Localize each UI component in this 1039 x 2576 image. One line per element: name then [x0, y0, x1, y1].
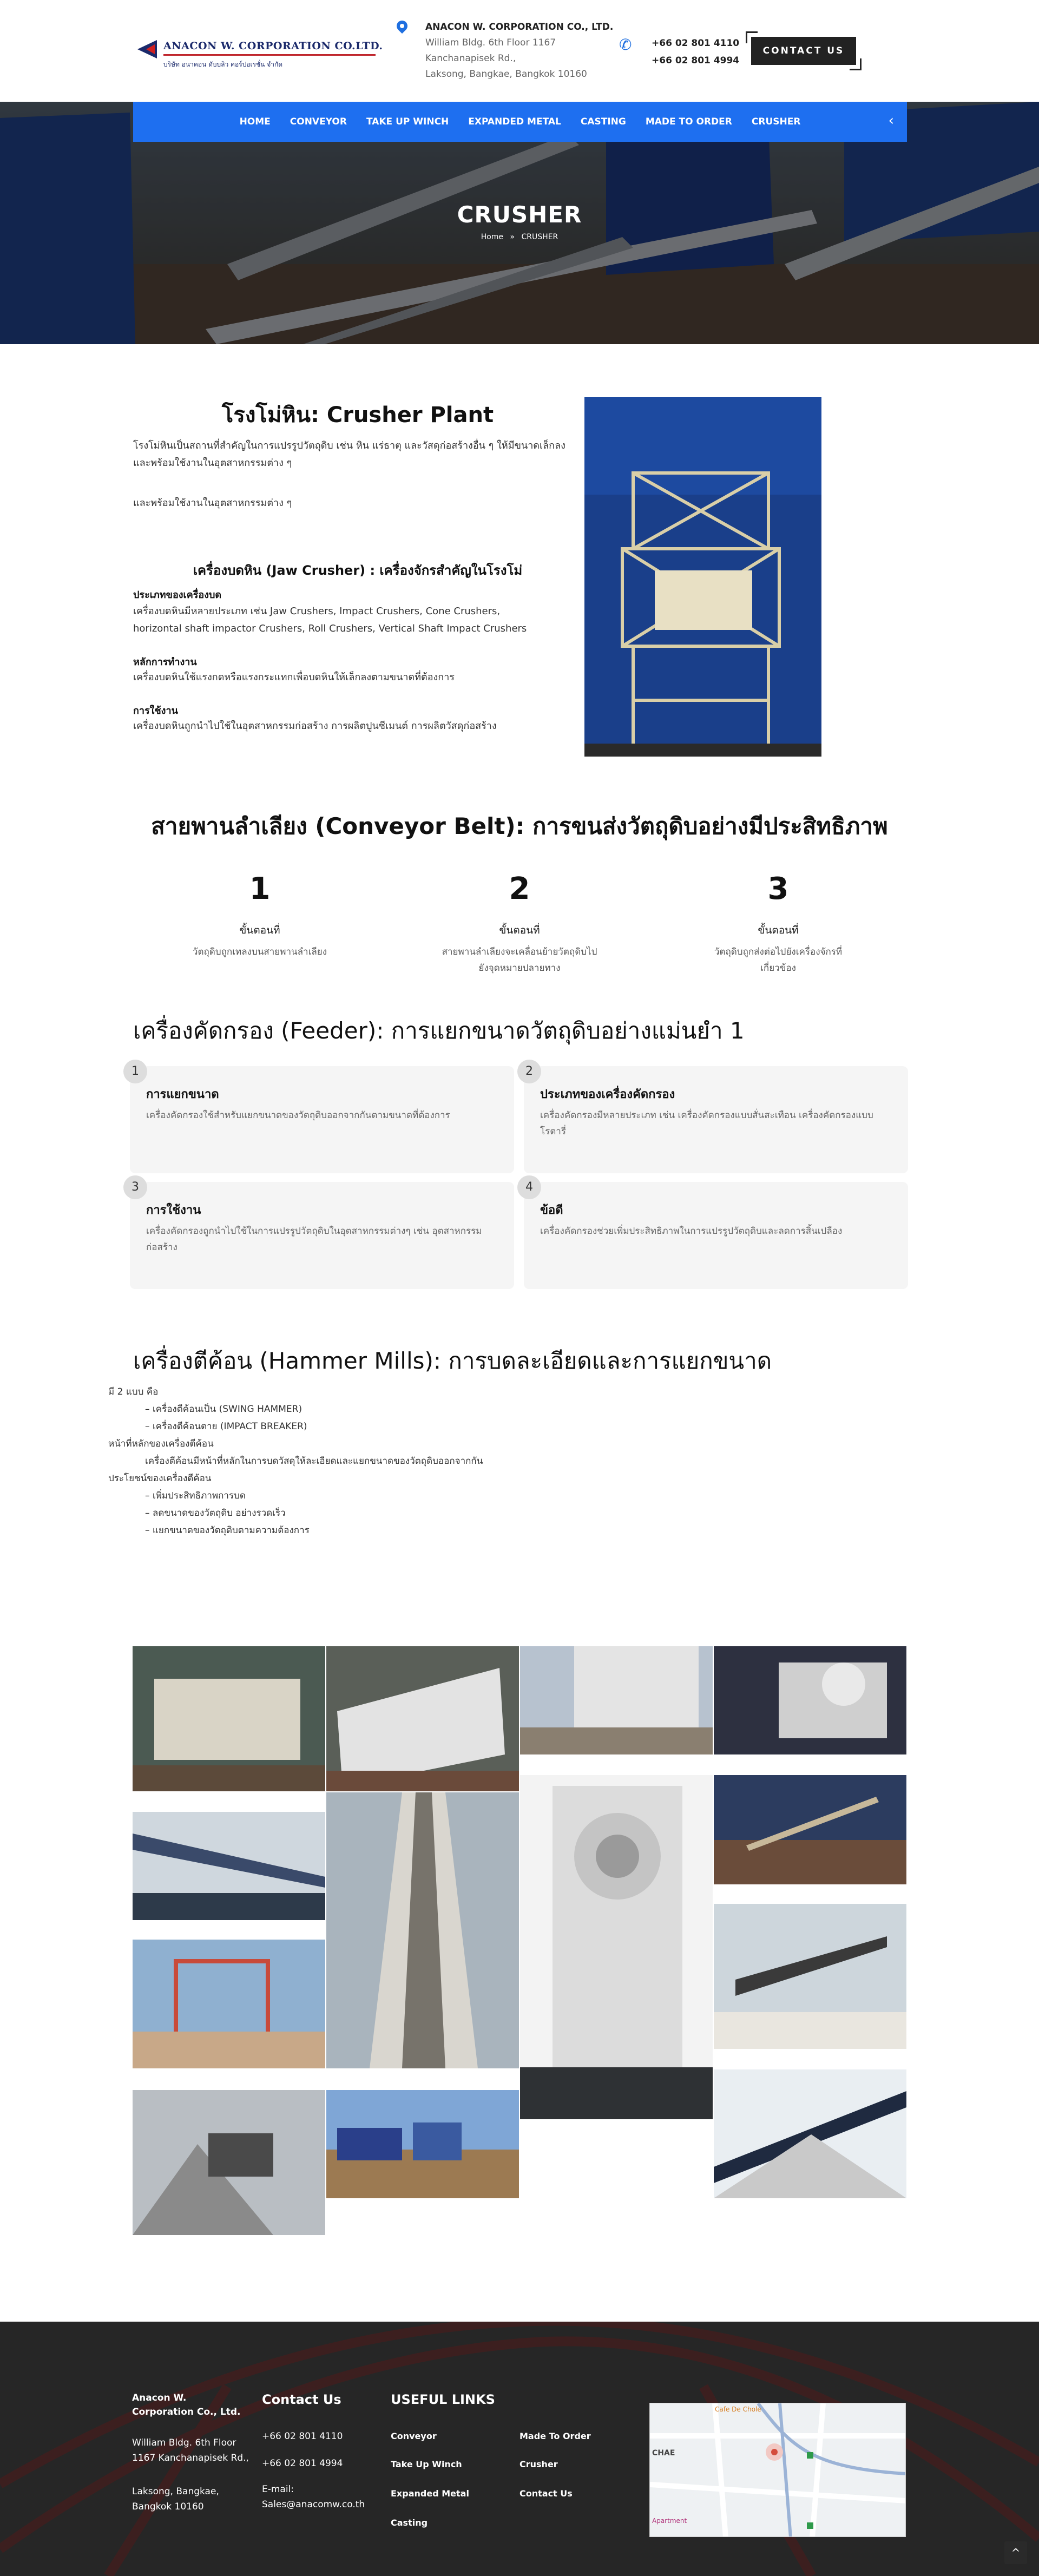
contact-us-button[interactable]: CONTACT US — [751, 37, 856, 65]
list-item: ประโยชน์ของเครื่องตีค้อน — [108, 1473, 212, 1484]
conveyor-heading: สายพานลำเลียง (Conveyor Belt): การขนส่งวัตถุดิบอย่างมีประสิทธิภาพ — [151, 813, 888, 839]
footer-link-take-up-winch[interactable]: Take Up Winch — [391, 2459, 462, 2469]
header-company-name: ANACON W. CORPORATION CO., LTD. — [425, 22, 614, 32]
map-graphic — [650, 2403, 906, 2537]
header-phones — [652, 35, 739, 69]
gallery-photo[interactable] — [133, 1940, 325, 2068]
feeder-card — [524, 1182, 908, 1289]
nav-take-up-winch[interactable]: TAKE UP WINCH — [366, 116, 449, 127]
hammer-mills-heading: เครื่องตีค้อน (Hammer Mills): การบดละเอียดและการแยกขนาด — [133, 1348, 772, 1374]
map-label: CHAE — [652, 2449, 675, 2457]
contact-us-frame — [746, 31, 862, 70]
footer-email[interactable]: Sales@anacomw.co.th — [262, 2499, 365, 2510]
footer-address-line1: William Bldg. 6th Floor 1167 Kanchanapisek Rd., — [132, 2437, 249, 2463]
card-title: ข้อดี — [540, 1204, 563, 1217]
principle-text: เครื่องบดหินใช้แรงกดหรือแรงกระแทกเพื่อบดหินให้เล็กลงตามขนาดที่ต้องการ — [133, 672, 455, 683]
card-desc: เครื่องคัดกรองมีหลายประเภท เช่น เครื่องคัดกรองแบบสั่นสะเทือน เครื่องคัดกรองแบบโรตารี่ — [540, 1110, 873, 1137]
card-desc: เครื่องคัดกรองช่วยเพิ่มประสิทธิภาพในการแปรรูปวัตถุดิบและลดการสิ้นเปลือง — [540, 1226, 843, 1237]
step-desc-2: สายพานลำเลียงจะเคลื่อนย้ายวัตถุดิบไปยังจุดหมายปลายทาง — [442, 947, 597, 974]
card-title: การใช้งาน — [146, 1204, 201, 1217]
nav-expanded-metal[interactable]: EXPANDED METAL — [468, 116, 561, 127]
gallery-photo[interactable] — [133, 1646, 325, 1791]
list-item: หน้าที่หลักของเครื่องตีค้อน — [108, 1438, 214, 1449]
list-item: – ลดขนาดของวัตถุดิบ อย่างรวดเร็ว — [145, 1508, 286, 1519]
step-label-1: ขั้นตอนที่ — [239, 924, 280, 936]
header-address-line3: Laksong, Bangkae, Bangkok 10160 — [425, 69, 587, 80]
location-map[interactable] — [649, 2403, 906, 2537]
step-desc-3: วัตถุดิบถูกส่งต่อไปยังเครื่องจักรที่เกี่ยวข้อง — [714, 947, 843, 974]
card-number: 2 — [517, 1060, 541, 1083]
footer-phone2[interactable]: +66 02 801 4994 — [262, 2458, 343, 2469]
breadcrumb — [0, 233, 1039, 241]
breadcrumb-separator: » — [510, 233, 515, 241]
gallery-photo[interactable] — [326, 1646, 519, 1791]
hero-banner — [0, 102, 1039, 344]
nav-home[interactable]: HOME — [239, 116, 271, 127]
gallery-photo[interactable] — [714, 1904, 906, 2049]
gallery-photo[interactable] — [326, 1792, 519, 2068]
list-item: – เครื่องตีค้อนตาย (IMPACT BREAKER) — [145, 1421, 307, 1432]
list-item: – เพิ่มประสิทธิภาพการบด — [145, 1490, 246, 1501]
card-number: 4 — [517, 1175, 541, 1199]
logo-name: ANACON W. CORPORATION CO.LTD. — [163, 40, 383, 52]
footer-company-col — [132, 2391, 251, 2514]
footer-link-made-to-order[interactable]: Made To Order — [520, 2431, 591, 2441]
feeder-card — [130, 1182, 514, 1289]
hammer-list — [108, 1383, 758, 1539]
nav-casting[interactable]: CASTING — [580, 116, 626, 127]
gallery-photo[interactable] — [520, 1646, 713, 1754]
header-phone1[interactable]: +66 02 801 4110 — [652, 38, 740, 49]
map-label: Cafe De Chole — [715, 2406, 761, 2413]
footer-links-heading: USEFUL LINKS — [391, 2392, 495, 2407]
list-item: – แยกขนาดของวัตถุดิบตามความต้องการ — [145, 1525, 310, 1536]
list-item: – เครื่องตีค้อนเป็น (SWING HAMMER) — [145, 1404, 303, 1415]
footer-email-label: E-mail: — [262, 2484, 294, 2495]
list-item: มี 2 แบบ คือ — [108, 1386, 159, 1397]
feeder-heading: เครื่องคัดกรอง (Feeder): การแยกขนาดวัตถุดิบอย่างแม่นยำ 1 — [133, 1017, 745, 1044]
page-title: CRUSHER — [457, 201, 582, 228]
main-nav — [133, 102, 907, 142]
crusher-plant-photo — [584, 397, 821, 757]
footer-contact-col — [262, 2392, 370, 2512]
gallery-photo[interactable] — [326, 2090, 519, 2198]
footer-link-expanded-metal[interactable]: Expanded Metal — [391, 2488, 469, 2499]
site-footer — [0, 2322, 1039, 2576]
crusher-types-text: เครื่องบดหินมีหลายประเภท เช่น Jaw Crushers, Impact Crushers, Cone Crushers, horizontal shaft impactor Crushers, Roll Crushers, Vertical Shaft Impact Crushers — [133, 606, 527, 634]
intro-paragraph: โรงโม่หินเป็นสถานที่สำคัญในการแปรรูปวัตถุดิบ เช่น หิน แร่ธาตุ และวัสดุก่อสร้างอื่น ๆ ให้มีขนาดเล็กลง และพร้อมใช้งานในอุตสาหกรรมต่าง ๆ — [133, 440, 565, 469]
site-header — [0, 0, 1039, 102]
header-phone2[interactable]: +66 02 801 4994 — [652, 55, 740, 66]
step-label-2: ขั้นตอนที่ — [499, 924, 540, 936]
crusher-types-heading: ประเภทของเครื่องบด — [133, 589, 222, 601]
card-desc: เครื่องคัดกรองถูกนำไปใช้ในการแปรรูปวัตถุดิบในอุตสาหกรรมต่างๆ เช่น อุตสาหกรรมก่อสร้าง — [146, 1226, 482, 1253]
card-number: 1 — [123, 1060, 147, 1083]
footer-contact-heading: Contact Us — [262, 2392, 341, 2407]
phone-icon: ✆ — [619, 36, 632, 54]
principle-heading: หลักการทำงาน — [133, 656, 197, 668]
logo-rule — [163, 54, 376, 56]
logo-flag-accent-icon — [146, 44, 155, 54]
footer-phone1[interactable]: +66 02 801 4110 — [262, 2431, 343, 2442]
jaw-crusher-heading: เครื่องบดหิน (Jaw Crusher) : เครื่องจักรสำคัญในโรงโม่ — [193, 563, 523, 578]
breadcrumb-home[interactable]: Home — [481, 233, 504, 241]
intro-paragraph-2: และพร้อมใช้งานในอุตสาหกรรมต่าง ๆ — [133, 497, 292, 509]
back-to-top-button[interactable]: ^ — [1004, 2541, 1027, 2564]
header-address-line1: William Bldg. 6th Floor 1167 — [425, 37, 556, 48]
usage-text: เครื่องบดหินถูกนำไปใช้ในอุตสาหกรรมก่อสร้าง การผลิตปูนซีเมนต์ การผลิตวัสดุก่อสร้าง — [133, 720, 497, 732]
nav-toggle-chevron-icon[interactable]: ‹ — [888, 113, 894, 129]
company-logo[interactable] — [137, 38, 383, 70]
breadcrumb-current: CRUSHER — [521, 233, 558, 241]
footer-links-col — [391, 2392, 618, 2528]
map-label: Apartment — [652, 2517, 687, 2525]
step-number-3: 3 — [767, 871, 789, 906]
crusher-plant-heading: โรงโม่หิน: Crusher Plant — [221, 403, 494, 428]
logo-subtitle: บริษัท อนาคอน ดับบลิว คอร์ปอเรชั่น จำกัด — [163, 61, 283, 68]
nav-made-to-order[interactable]: MADE TO ORDER — [645, 116, 732, 127]
feeder-card — [524, 1066, 908, 1173]
card-desc: เครื่องคัดกรองใช้สำหรับแยกขนาดของวัตถุดิบออกจากกันตามขนาดที่ต้องการ — [146, 1110, 450, 1121]
step-desc-1: วัตถุดิบถูกเทลงบนสายพานลำเลียง — [192, 947, 327, 957]
step-label-3: ขั้นตอนที่ — [758, 924, 799, 936]
header-address — [425, 19, 613, 82]
gallery-photo[interactable] — [520, 1775, 713, 2119]
usage-heading: การใช้งาน — [133, 705, 178, 717]
footer-link-conveyor[interactable]: Conveyor — [391, 2431, 437, 2441]
card-number: 3 — [123, 1175, 147, 1199]
footer-link-crusher[interactable]: Crusher — [520, 2459, 558, 2469]
gallery-photo[interactable] — [133, 2090, 325, 2235]
step-number-1: 1 — [249, 871, 271, 906]
gallery-photo[interactable] — [714, 1775, 906, 1884]
location-pin-icon — [394, 18, 410, 34]
card-title: การแยกขนาด — [146, 1088, 219, 1101]
list-item: เครื่องตีค้อนมีหน้าที่หลักในการบดวัสดุให้ละเอียดและแยกขนาดของวัตถุดิบออกจากกัน — [145, 1456, 483, 1467]
nav-crusher[interactable]: CRUSHER — [751, 116, 801, 127]
footer-link-contact-us[interactable]: Contact Us — [520, 2488, 573, 2499]
footer-address-line2: Laksong, Bangkae, Bangkok 10160 — [132, 2486, 219, 2512]
gallery-photo[interactable] — [133, 1812, 325, 1920]
header-address-line2: Kanchanapisek Rd., — [425, 53, 516, 64]
gallery-photo[interactable] — [714, 1646, 906, 1754]
step-number-2: 2 — [509, 871, 530, 906]
gallery-photo[interactable] — [714, 2069, 906, 2198]
feeder-card — [130, 1066, 514, 1173]
footer-company-name: Anacon W. Corporation Co., Ltd. — [132, 2393, 241, 2417]
footer-link-casting[interactable]: Casting — [391, 2518, 428, 2528]
card-title: ประเภทของเครื่องคัดกรอง — [540, 1088, 675, 1101]
nav-conveyor[interactable]: CONVEYOR — [290, 116, 347, 127]
